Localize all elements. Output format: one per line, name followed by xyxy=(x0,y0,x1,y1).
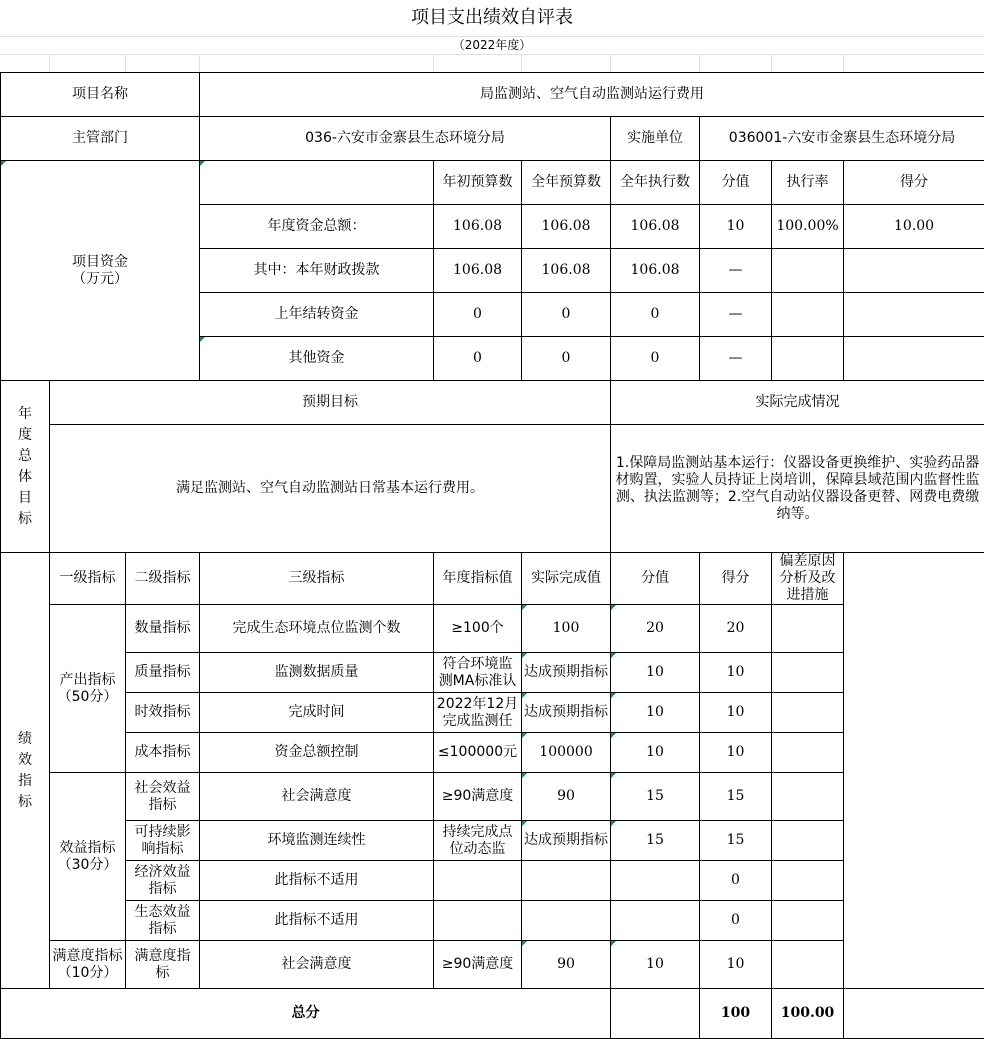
indicator-note xyxy=(772,941,844,989)
indicator-note xyxy=(772,693,844,733)
funds-row-executed: 0 xyxy=(611,337,700,381)
goals-expected-header: 预期目标 xyxy=(50,381,611,425)
indicator-row xyxy=(1,861,984,901)
page-subtitle: （2022年度） xyxy=(0,36,984,54)
goals-content-row xyxy=(1,425,984,553)
funds-header-rate: 执行率 xyxy=(772,161,844,205)
performance-header-row xyxy=(1,553,984,605)
funds-row-initial: 106.08 xyxy=(434,205,522,249)
indicator-target: ≥90满意度 xyxy=(434,773,522,821)
indicator-score: 0 xyxy=(700,901,772,941)
funds-row-label: 上年结转资金 xyxy=(200,293,434,337)
implementer-label: 实施单位 xyxy=(611,117,700,161)
indicator-row xyxy=(1,941,984,989)
indicator-score-value: 10 xyxy=(611,693,700,733)
indicator-level2: 数量指标 xyxy=(126,605,200,653)
funds-row-score-value: 10 xyxy=(700,205,772,249)
total-score-value: 100 xyxy=(700,989,772,1039)
indicator-row xyxy=(1,901,984,941)
funds-row-annual: 0 xyxy=(522,337,611,381)
indicator-level3: 监测数据质量 xyxy=(200,653,434,693)
total-note xyxy=(844,989,984,1039)
indicator-target xyxy=(434,901,522,941)
perf-header-level1: 一级指标 xyxy=(50,553,126,605)
perf-header-level2: 二级指标 xyxy=(126,553,200,605)
level1-output: 产出指标 （50分） xyxy=(50,605,126,773)
perf-header-note: 偏差原因分析及改进措施 xyxy=(772,553,844,605)
indicator-level2: 成本指标 xyxy=(126,733,200,773)
total-score: 100.00 xyxy=(772,989,844,1039)
indicator-row xyxy=(1,773,984,821)
project-name-value: 局监测站、空气自动监测站运行费用 xyxy=(200,73,984,117)
indicator-level3: 资金总额控制 xyxy=(200,733,434,773)
indicator-score-value: 15 xyxy=(611,821,700,861)
indicator-actual: 90 xyxy=(522,773,611,821)
funds-row-annual: 106.08 xyxy=(522,249,611,293)
perf-header-target: 年度指标值 xyxy=(434,553,522,605)
funds-row-label: 其中：本年财政拨款 xyxy=(200,249,434,293)
funds-row-initial: 0 xyxy=(434,337,522,381)
indicator-score-value: 10 xyxy=(611,653,700,693)
indicator-score: 10 xyxy=(700,733,772,773)
indicator-actual: 100000 xyxy=(522,733,611,773)
indicator-score: 15 xyxy=(700,821,772,861)
indicator-actual: 90 xyxy=(522,941,611,989)
level1-benefit: 效益指标 （30分） xyxy=(50,773,126,941)
indicator-note xyxy=(772,653,844,693)
indicator-row xyxy=(1,821,984,861)
indicator-note xyxy=(772,733,844,773)
project-name-label: 项目名称 xyxy=(1,73,200,117)
indicator-actual: 100 xyxy=(522,605,611,653)
indicator-row xyxy=(1,693,984,733)
indicator-score: 15 xyxy=(700,773,772,821)
indicator-actual xyxy=(522,861,611,901)
funds-row-executed: 106.08 xyxy=(611,249,700,293)
funds-header-annual: 全年预算数 xyxy=(522,161,611,205)
indicator-level3: 完成时间 xyxy=(200,693,434,733)
indicator-score: 0 xyxy=(700,861,772,901)
indicator-score-value xyxy=(611,901,700,941)
goals-actual-header: 实际完成情况 xyxy=(611,381,984,425)
page-title: 项目支出绩效自评表 xyxy=(0,0,984,36)
funds-row-label: 其他资金 xyxy=(200,337,434,381)
indicator-note xyxy=(772,605,844,653)
goals-expected-text: 满足监测站、空气自动监测站日常基本运行费用。 xyxy=(50,425,611,553)
funds-header-blank xyxy=(200,161,434,205)
department-row xyxy=(1,117,984,161)
funds-header-initial: 年初预算数 xyxy=(434,161,522,205)
funds-row-score-value: — xyxy=(700,337,772,381)
indicator-actual: 达成预期指标 xyxy=(522,653,611,693)
indicator-score: 10 xyxy=(700,653,772,693)
funds-row-executed: 106.08 xyxy=(611,205,700,249)
indicator-level2: 满意度指标 xyxy=(126,941,200,989)
funds-row-executed: 0 xyxy=(611,293,700,337)
funds-header-score: 得分 xyxy=(844,161,984,205)
indicator-target xyxy=(434,861,522,901)
implementer-value: 036001-六安市金寨县生态环境分局 xyxy=(700,117,984,161)
indicator-level2: 质量指标 xyxy=(126,653,200,693)
goals-actual-text: 1.保障局监测站基本运行：仪器设备更换维护、实验药品器材购置，实验人员持证上岗培训，保障县域范围内监督性监测、执法监测等；2.空气自动站仪器设备更替、网费电费缴纳等。 xyxy=(611,425,984,553)
indicator-score-value: 15 xyxy=(611,773,700,821)
self-evaluation-table xyxy=(0,72,984,1039)
total-label: 总分 xyxy=(1,989,611,1039)
funds-label: 项目资金 （万元） xyxy=(1,161,200,381)
funds-row-rate xyxy=(772,249,844,293)
indicator-note xyxy=(772,901,844,941)
perf-header-score: 得分 xyxy=(700,553,772,605)
perf-header-actual: 实际完成值 xyxy=(522,553,611,605)
indicator-score: 10 xyxy=(700,941,772,989)
indicator-note xyxy=(772,773,844,821)
perf-header-level3: 三级指标 xyxy=(200,553,434,605)
indicator-score-value: 10 xyxy=(611,941,700,989)
funds-row-score-value: — xyxy=(700,249,772,293)
indicator-score: 10 xyxy=(700,693,772,733)
indicator-level3: 社会满意度 xyxy=(200,941,434,989)
indicator-level3: 此指标不适用 xyxy=(200,861,434,901)
funds-header-executed: 全年执行数 xyxy=(611,161,700,205)
funds-row-label: 年度资金总额： xyxy=(200,205,434,249)
indicator-level3: 完成生态环境点位监测个数 xyxy=(200,605,434,653)
indicator-target: ≥90满意度 xyxy=(434,941,522,989)
indicator-level2: 时效指标 xyxy=(126,693,200,733)
indicator-note xyxy=(772,821,844,861)
funds-row-rate xyxy=(772,293,844,337)
funds-row-score xyxy=(844,337,984,381)
indicator-score: 20 xyxy=(700,605,772,653)
indicator-target: ≤100000元 xyxy=(434,733,522,773)
funds-row-annual: 106.08 xyxy=(522,205,611,249)
indicator-row xyxy=(1,733,984,773)
indicator-level3: 此指标不适用 xyxy=(200,901,434,941)
indicator-score-value: 20 xyxy=(611,605,700,653)
indicator-actual xyxy=(522,901,611,941)
funds-row-score: 10.00 xyxy=(844,205,984,249)
funds-row-initial: 106.08 xyxy=(434,249,522,293)
indicator-level2: 社会效益指标 xyxy=(126,773,200,821)
indicator-row xyxy=(1,653,984,693)
funds-row-rate xyxy=(772,337,844,381)
indicator-target: 持续完成点位动态监 xyxy=(434,821,522,861)
funds-row-annual: 0 xyxy=(522,293,611,337)
total-blank xyxy=(611,989,700,1039)
indicator-level3: 社会满意度 xyxy=(200,773,434,821)
indicator-actual: 达成预期指标 xyxy=(522,821,611,861)
indicator-score-value: 10 xyxy=(611,733,700,773)
indicator-level2: 可持续影响指标 xyxy=(126,821,200,861)
funds-header-score-value: 分值 xyxy=(700,161,772,205)
funds-row-score xyxy=(844,293,984,337)
funds-row-initial: 0 xyxy=(434,293,522,337)
indicator-target: 2022年12月完成监测任 xyxy=(434,693,522,733)
goals-label: 年度总体目标 xyxy=(1,381,50,553)
funds-header-row xyxy=(1,161,984,205)
indicator-target: ≥100个 xyxy=(434,605,522,653)
project-name-row xyxy=(1,73,984,117)
indicator-level3: 环境监测连续性 xyxy=(200,821,434,861)
indicator-score-value xyxy=(611,861,700,901)
department-value: 036-六安市金寨县生态环境分局 xyxy=(200,117,611,161)
indicator-level2: 生态效益指标 xyxy=(126,901,200,941)
department-label: 主管部门 xyxy=(1,117,200,161)
indicator-target: 符合环境监测MA标准认 xyxy=(434,653,522,693)
perf-header-score-value: 分值 xyxy=(611,553,700,605)
funds-row-score xyxy=(844,249,984,293)
indicator-level2: 经济效益指标 xyxy=(126,861,200,901)
goals-header-row xyxy=(1,381,984,425)
indicator-note xyxy=(772,861,844,901)
indicator-actual: 达成预期指标 xyxy=(522,693,611,733)
performance-label: 绩效指标 xyxy=(1,553,50,989)
funds-row-score-value: — xyxy=(700,293,772,337)
level1-satisfaction: 满意度指标（10分） xyxy=(50,941,126,989)
total-row xyxy=(1,989,984,1039)
funds-row-rate: 100.00% xyxy=(772,205,844,249)
indicator-row xyxy=(1,605,984,653)
